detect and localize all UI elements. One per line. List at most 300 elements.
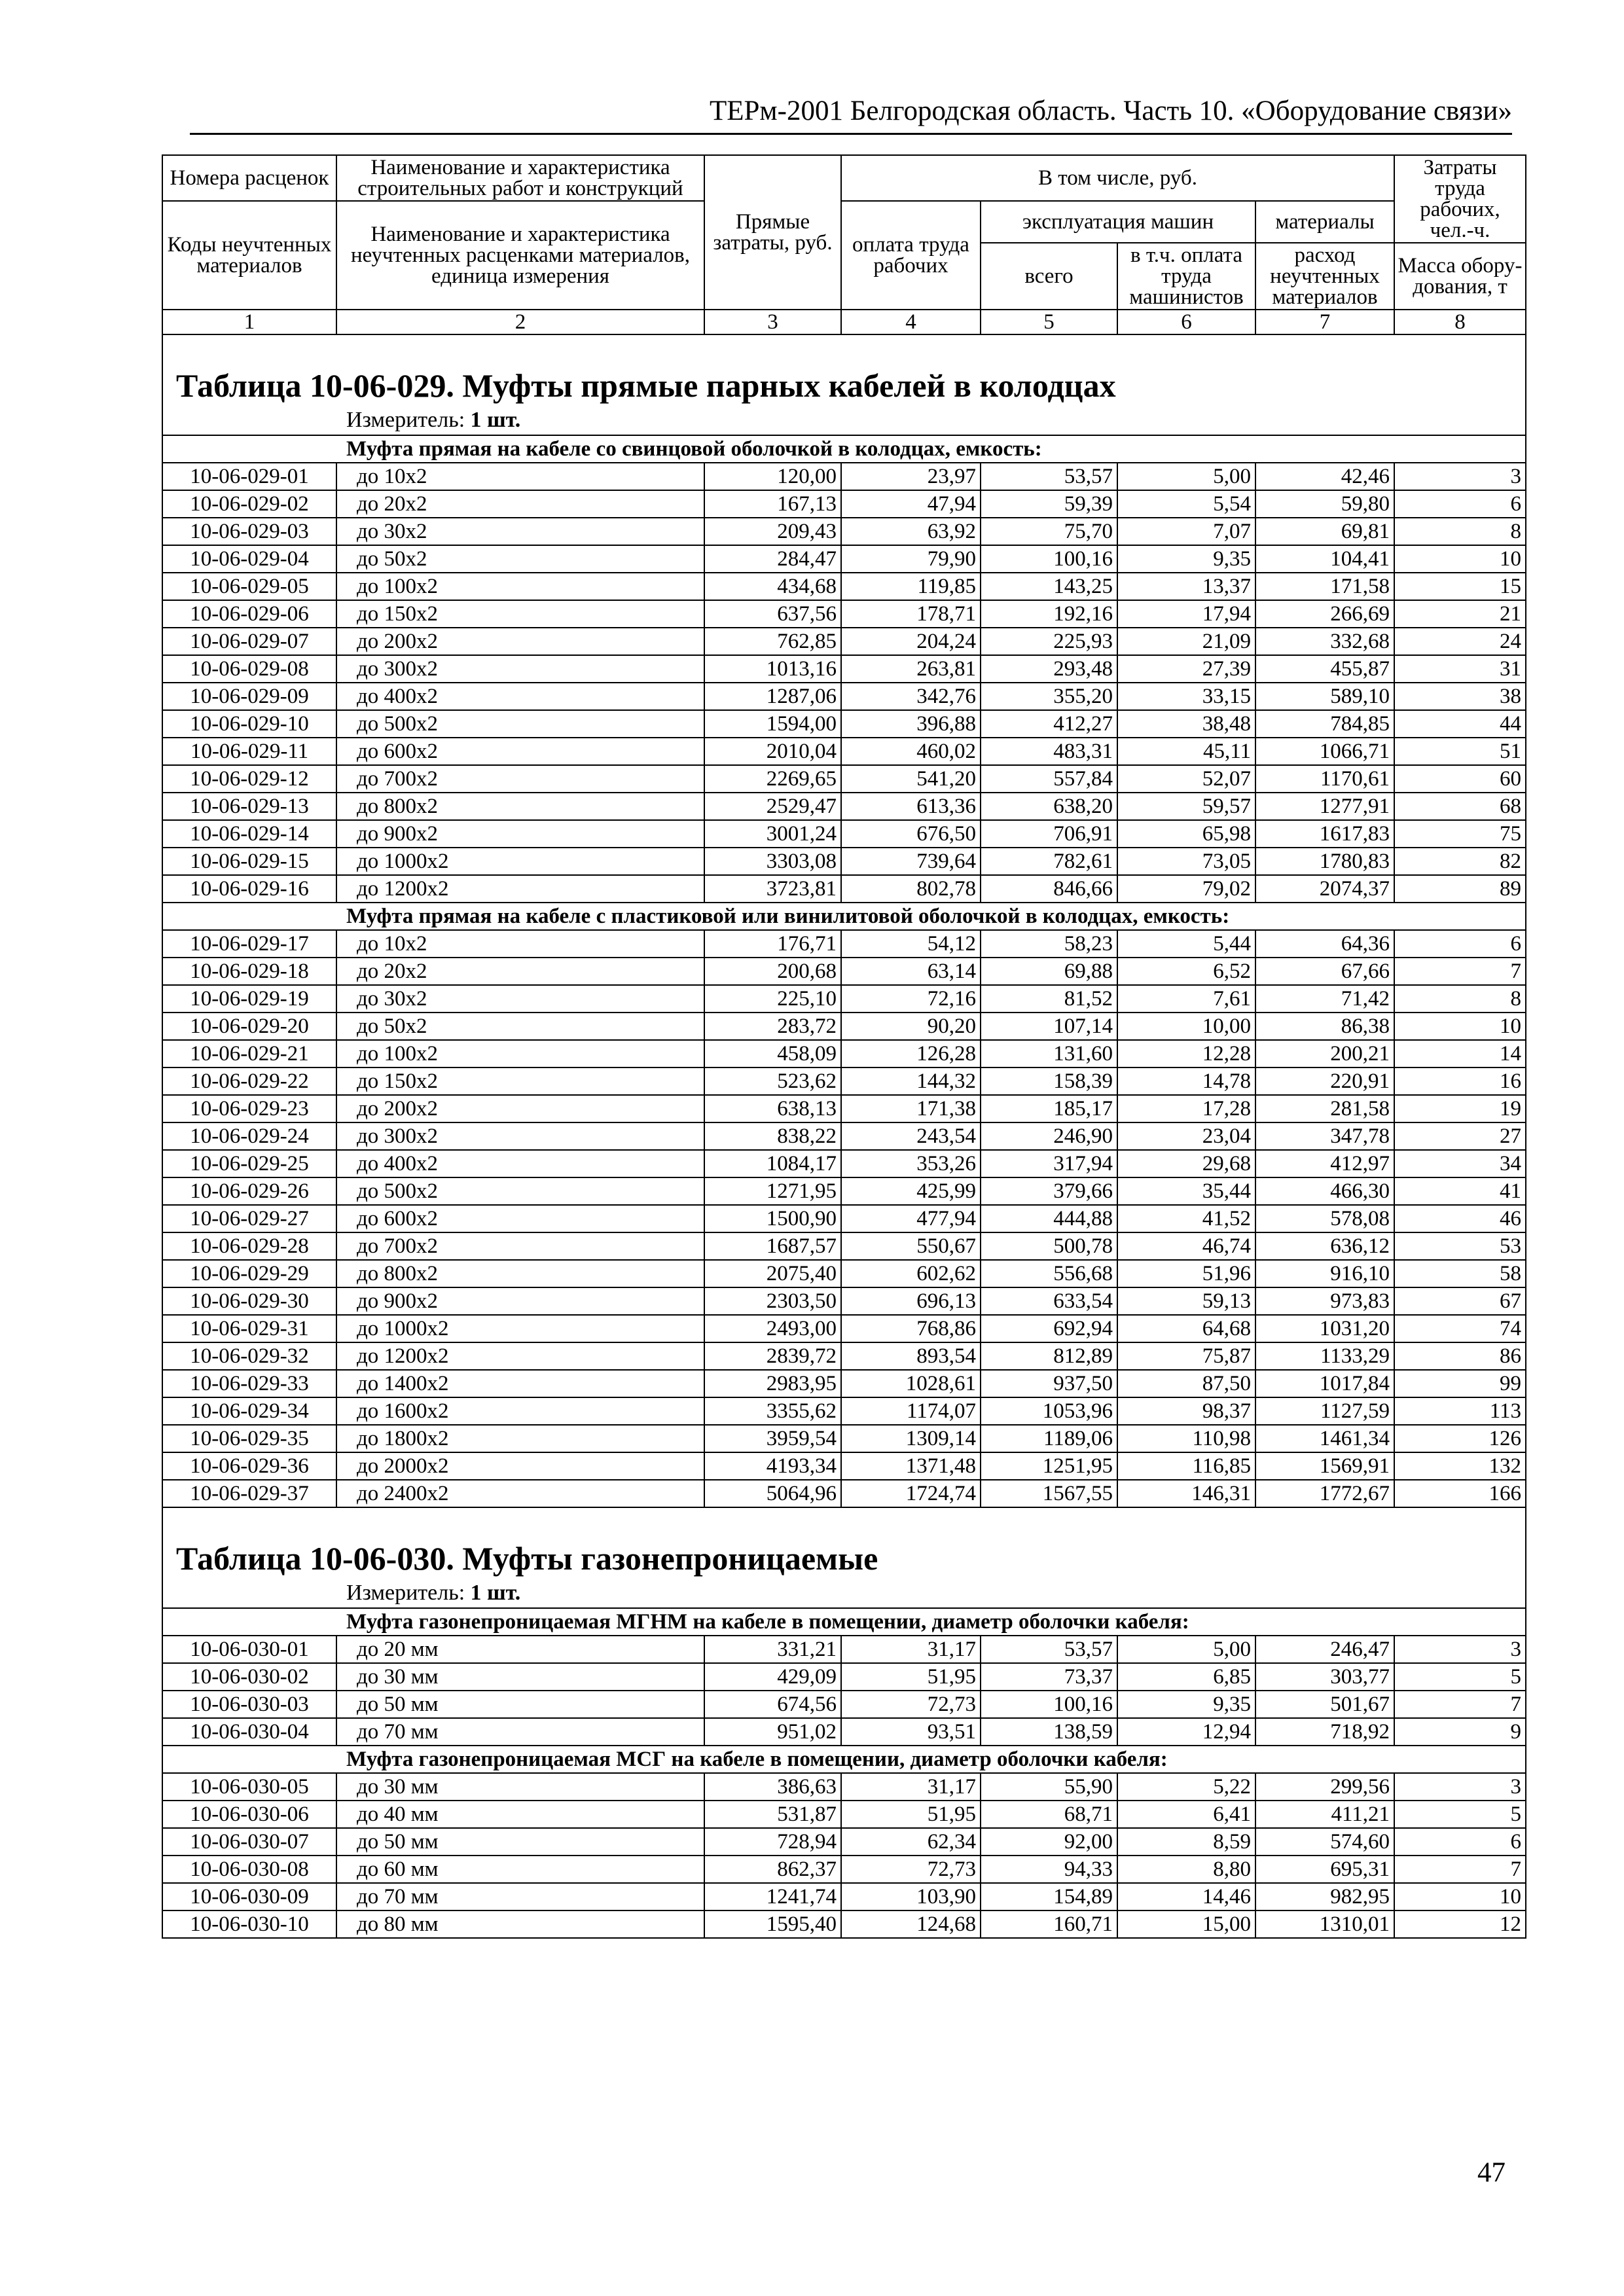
machines-total-cell: 53,57	[981, 463, 1117, 490]
direct-costs-cell: 2010,04	[704, 738, 841, 765]
col-header-machines-total: всего	[981, 243, 1117, 310]
col-number: 8	[1394, 310, 1526, 334]
machinist-pay-cell: 46,74	[1117, 1232, 1255, 1260]
machines-total-cell: 158,39	[981, 1067, 1117, 1095]
rate-code-cell: 10-06-029-23	[162, 1095, 336, 1122]
direct-costs-cell: 167,13	[704, 490, 841, 518]
machinist-pay-cell: 51,96	[1117, 1260, 1255, 1287]
table-row	[162, 1828, 1526, 1856]
direct-costs-cell: 728,94	[704, 1828, 841, 1856]
direct-costs-cell: 1595,40	[704, 1910, 841, 1938]
table-title-row	[162, 1507, 1526, 1579]
rate-code-cell: 10-06-029-34	[162, 1397, 336, 1425]
labor-hours-cell: 6	[1394, 490, 1526, 518]
labor-hours-cell: 10	[1394, 545, 1526, 573]
col-header-work-name: Наименование и характеристика строительных работ и конструкций	[336, 155, 704, 201]
materials-cell: 636,12	[1255, 1232, 1394, 1260]
direct-costs-cell: 862,37	[704, 1856, 841, 1883]
direct-costs-cell: 120,00	[704, 463, 841, 490]
materials-cell: 1277,91	[1255, 793, 1394, 820]
worker-pay-cell: 93,51	[841, 1718, 981, 1746]
group-title: Муфта газонепроницаемая МСГ на кабеле в помещении, диаметр оболочки кабеля:	[162, 1746, 1526, 1773]
rate-code-cell: 10-06-029-03	[162, 518, 336, 545]
machines-total-cell: 483,31	[981, 738, 1117, 765]
materials-cell: 455,87	[1255, 655, 1394, 683]
work-description-cell: до 50 мм	[336, 1691, 704, 1718]
materials-cell: 281,58	[1255, 1095, 1394, 1122]
machines-total-cell: 75,70	[981, 518, 1117, 545]
direct-costs-cell: 674,56	[704, 1691, 841, 1718]
work-description-cell: до 1400х2	[336, 1370, 704, 1397]
machines-total-cell: 557,84	[981, 765, 1117, 793]
machinist-pay-cell: 12,94	[1117, 1718, 1255, 1746]
materials-cell: 1170,61	[1255, 765, 1394, 793]
machinist-pay-cell: 8,59	[1117, 1828, 1255, 1856]
direct-costs-cell: 386,63	[704, 1773, 841, 1801]
labor-hours-cell: 166	[1394, 1480, 1526, 1507]
machines-total-cell: 68,71	[981, 1801, 1117, 1828]
labor-hours-cell: 21	[1394, 600, 1526, 628]
worker-pay-cell: 243,54	[841, 1122, 981, 1150]
work-description-cell: до 1000х2	[336, 848, 704, 875]
machines-total-cell: 131,60	[981, 1040, 1117, 1067]
machines-total-cell: 92,00	[981, 1828, 1117, 1856]
direct-costs-cell: 1084,17	[704, 1150, 841, 1177]
worker-pay-cell: 1724,74	[841, 1480, 981, 1507]
machines-total-cell: 692,94	[981, 1315, 1117, 1342]
worker-pay-cell: 72,16	[841, 985, 981, 1013]
worker-pay-cell: 1028,61	[841, 1370, 981, 1397]
materials-cell: 1772,67	[1255, 1480, 1394, 1507]
work-description-cell: до 400х2	[336, 683, 704, 710]
labor-hours-cell: 41	[1394, 1177, 1526, 1205]
labor-hours-cell: 7	[1394, 1691, 1526, 1718]
work-description-cell: до 800х2	[336, 793, 704, 820]
labor-hours-cell: 34	[1394, 1150, 1526, 1177]
labor-hours-cell: 53	[1394, 1232, 1526, 1260]
work-description-cell: до 300х2	[336, 1122, 704, 1150]
worker-pay-cell: 602,62	[841, 1260, 981, 1287]
work-description-cell: до 20х2	[336, 958, 704, 985]
measure-row	[162, 406, 1526, 435]
materials-cell: 982,95	[1255, 1883, 1394, 1910]
direct-costs-cell: 2493,00	[704, 1315, 841, 1342]
work-description-cell: до 80 мм	[336, 1910, 704, 1938]
direct-costs-cell: 3355,62	[704, 1397, 841, 1425]
table-row	[162, 1095, 1526, 1122]
group-title: Муфта прямая на кабеле с пластиковой или винилитовой оболочкой в колодцах, емкость:	[162, 903, 1526, 930]
machines-total-cell: 293,48	[981, 655, 1117, 683]
labor-hours-cell: 3	[1394, 1773, 1526, 1801]
labor-hours-cell: 24	[1394, 628, 1526, 655]
table-row	[162, 765, 1526, 793]
materials-cell: 200,21	[1255, 1040, 1394, 1067]
machinist-pay-cell: 14,78	[1117, 1067, 1255, 1095]
col-number: 2	[336, 310, 704, 334]
labor-hours-cell: 15	[1394, 573, 1526, 600]
table-title-row	[162, 334, 1526, 406]
direct-costs-cell: 638,13	[704, 1095, 841, 1122]
machines-total-cell: 846,66	[981, 875, 1117, 903]
rate-code-cell: 10-06-030-08	[162, 1856, 336, 1883]
machinist-pay-cell: 5,00	[1117, 1636, 1255, 1663]
col-number: 3	[704, 310, 841, 334]
work-description-cell: до 100х2	[336, 573, 704, 600]
worker-pay-cell: 144,32	[841, 1067, 981, 1095]
worker-pay-cell: 31,17	[841, 1773, 981, 1801]
labor-hours-cell: 12	[1394, 1910, 1526, 1938]
table-row	[162, 1260, 1526, 1287]
rate-code-cell: 10-06-029-24	[162, 1122, 336, 1150]
machinist-pay-cell: 38,48	[1117, 710, 1255, 738]
worker-pay-cell: 676,50	[841, 820, 981, 848]
direct-costs-cell: 2529,47	[704, 793, 841, 820]
direct-costs-cell: 429,09	[704, 1663, 841, 1691]
materials-cell: 411,21	[1255, 1801, 1394, 1828]
work-description-cell: до 30х2	[336, 518, 704, 545]
labor-hours-cell: 89	[1394, 875, 1526, 903]
materials-cell: 246,47	[1255, 1636, 1394, 1663]
group-row	[162, 1746, 1526, 1773]
table-row	[162, 1801, 1526, 1828]
work-description-cell: до 600х2	[336, 1205, 704, 1232]
work-description-cell: до 300х2	[336, 655, 704, 683]
materials-cell: 1780,83	[1255, 848, 1394, 875]
rate-code-cell: 10-06-029-29	[162, 1260, 336, 1287]
measure-value: 1 шт.	[470, 408, 521, 432]
labor-hours-cell: 67	[1394, 1287, 1526, 1315]
materials-cell: 695,31	[1255, 1856, 1394, 1883]
machinist-pay-cell: 6,52	[1117, 958, 1255, 985]
work-description-cell: до 150х2	[336, 600, 704, 628]
rate-code-cell: 10-06-029-14	[162, 820, 336, 848]
labor-hours-cell: 19	[1394, 1095, 1526, 1122]
machinist-pay-cell: 9,35	[1117, 545, 1255, 573]
machinist-pay-cell: 52,07	[1117, 765, 1255, 793]
worker-pay-cell: 425,99	[841, 1177, 981, 1205]
machinist-pay-cell: 17,94	[1117, 600, 1255, 628]
work-description-cell: до 2000х2	[336, 1452, 704, 1480]
work-description-cell: до 60 мм	[336, 1856, 704, 1883]
rate-code-cell: 10-06-029-19	[162, 985, 336, 1013]
machines-total-cell: 412,27	[981, 710, 1117, 738]
machines-total-cell: 225,93	[981, 628, 1117, 655]
materials-cell: 59,80	[1255, 490, 1394, 518]
work-description-cell: до 700х2	[336, 765, 704, 793]
rate-code-cell: 10-06-029-36	[162, 1452, 336, 1480]
machines-total-cell: 94,33	[981, 1856, 1117, 1883]
rate-code-cell: 10-06-029-37	[162, 1480, 336, 1507]
work-description-cell: до 1800х2	[336, 1425, 704, 1452]
worker-pay-cell: 119,85	[841, 573, 981, 600]
worker-pay-cell: 126,28	[841, 1040, 981, 1067]
rate-code-cell: 10-06-029-15	[162, 848, 336, 875]
table-row	[162, 545, 1526, 573]
direct-costs-cell: 3723,81	[704, 875, 841, 903]
rate-code-cell: 10-06-029-02	[162, 490, 336, 518]
machinist-pay-cell: 6,85	[1117, 1663, 1255, 1691]
col-header-worker-pay: оплата труда рабочих	[841, 201, 981, 310]
worker-pay-cell: 51,95	[841, 1663, 981, 1691]
group-row	[162, 435, 1526, 463]
direct-costs-cell: 2269,65	[704, 765, 841, 793]
worker-pay-cell: 47,94	[841, 490, 981, 518]
direct-costs-cell: 951,02	[704, 1718, 841, 1746]
table-row	[162, 1856, 1526, 1883]
worker-pay-cell: 342,76	[841, 683, 981, 710]
machinist-pay-cell: 45,11	[1117, 738, 1255, 765]
direct-costs-cell: 1287,06	[704, 683, 841, 710]
worker-pay-cell: 72,73	[841, 1856, 981, 1883]
labor-hours-cell: 51	[1394, 738, 1526, 765]
col-number: 4	[841, 310, 981, 334]
col-header-labor-costs: Затраты труда рабочих, чел.-ч.	[1394, 155, 1526, 243]
measure-row	[162, 1579, 1526, 1608]
rate-code-cell: 10-06-029-11	[162, 738, 336, 765]
table-row	[162, 628, 1526, 655]
machinist-pay-cell: 7,07	[1117, 518, 1255, 545]
materials-cell: 67,66	[1255, 958, 1394, 985]
materials-cell: 784,85	[1255, 710, 1394, 738]
direct-costs-cell: 331,21	[704, 1636, 841, 1663]
labor-hours-cell: 3	[1394, 1636, 1526, 1663]
direct-costs-cell: 1271,95	[704, 1177, 841, 1205]
worker-pay-cell: 893,54	[841, 1342, 981, 1370]
table-row	[162, 1910, 1526, 1938]
labor-hours-cell: 9	[1394, 1718, 1526, 1746]
work-description-cell: до 150х2	[336, 1067, 704, 1095]
work-description-cell: до 400х2	[336, 1150, 704, 1177]
group-title: Муфта прямая на кабеле со свинцовой оболочкой в колодцах, емкость:	[162, 435, 1526, 463]
worker-pay-cell: 1309,14	[841, 1425, 981, 1452]
machinist-pay-cell: 8,80	[1117, 1856, 1255, 1883]
labor-hours-cell: 8	[1394, 985, 1526, 1013]
rate-code-cell: 10-06-029-25	[162, 1150, 336, 1177]
table-row	[162, 518, 1526, 545]
col-header-including: В том числе, руб.	[841, 155, 1394, 201]
materials-cell: 299,56	[1255, 1773, 1394, 1801]
rate-code-cell: 10-06-029-26	[162, 1177, 336, 1205]
rate-code-cell: 10-06-030-09	[162, 1883, 336, 1910]
machinist-pay-cell: 87,50	[1117, 1370, 1255, 1397]
materials-cell: 973,83	[1255, 1287, 1394, 1315]
rate-code-cell: 10-06-029-20	[162, 1013, 336, 1040]
direct-costs-cell: 200,68	[704, 958, 841, 985]
materials-cell: 718,92	[1255, 1718, 1394, 1746]
worker-pay-cell: 54,12	[841, 930, 981, 958]
materials-cell: 42,46	[1255, 463, 1394, 490]
labor-hours-cell: 14	[1394, 1040, 1526, 1067]
direct-costs-cell: 838,22	[704, 1122, 841, 1150]
machines-total-cell: 138,59	[981, 1718, 1117, 1746]
table-row	[162, 1691, 1526, 1718]
materials-cell: 303,77	[1255, 1663, 1394, 1691]
rate-code-cell: 10-06-029-09	[162, 683, 336, 710]
machinist-pay-cell: 79,02	[1117, 875, 1255, 903]
rate-code-cell: 10-06-030-03	[162, 1691, 336, 1718]
table-row	[162, 490, 1526, 518]
table-row	[162, 1013, 1526, 1040]
direct-costs-cell: 3303,08	[704, 848, 841, 875]
col-header-equipment-mass: Масса обору-дования, т	[1394, 243, 1526, 310]
work-description-cell: до 200х2	[336, 1095, 704, 1122]
labor-hours-cell: 27	[1394, 1122, 1526, 1150]
worker-pay-cell: 477,94	[841, 1205, 981, 1232]
rate-code-cell: 10-06-029-05	[162, 573, 336, 600]
direct-costs-cell: 176,71	[704, 930, 841, 958]
col-number: 7	[1255, 310, 1394, 334]
rate-code-cell: 10-06-029-30	[162, 1287, 336, 1315]
labor-hours-cell: 44	[1394, 710, 1526, 738]
machines-total-cell: 73,37	[981, 1663, 1117, 1691]
table-row	[162, 820, 1526, 848]
machines-total-cell: 100,16	[981, 545, 1117, 573]
materials-cell: 104,41	[1255, 545, 1394, 573]
rate-code-cell: 10-06-029-22	[162, 1067, 336, 1095]
worker-pay-cell: 51,95	[841, 1801, 981, 1828]
machinist-pay-cell: 73,05	[1117, 848, 1255, 875]
worker-pay-cell: 103,90	[841, 1883, 981, 1910]
direct-costs-cell: 3001,24	[704, 820, 841, 848]
work-description-cell: до 1200х2	[336, 1342, 704, 1370]
worker-pay-cell: 72,73	[841, 1691, 981, 1718]
table-row	[162, 1122, 1526, 1150]
work-description-cell: до 10х2	[336, 930, 704, 958]
table-row	[162, 1232, 1526, 1260]
worker-pay-cell: 396,88	[841, 710, 981, 738]
rate-code-cell: 10-06-029-33	[162, 1370, 336, 1397]
direct-costs-cell: 2983,95	[704, 1370, 841, 1397]
rate-code-cell: 10-06-029-18	[162, 958, 336, 985]
machines-total-cell: 154,89	[981, 1883, 1117, 1910]
machinist-pay-cell: 59,57	[1117, 793, 1255, 820]
labor-hours-cell: 75	[1394, 820, 1526, 848]
table-row	[162, 1663, 1526, 1691]
direct-costs-cell: 1594,00	[704, 710, 841, 738]
machinist-pay-cell: 17,28	[1117, 1095, 1255, 1122]
machinist-pay-cell: 59,13	[1117, 1287, 1255, 1315]
page-number: 47	[1477, 2157, 1506, 2188]
direct-costs-cell: 637,56	[704, 600, 841, 628]
table-row	[162, 1718, 1526, 1746]
labor-hours-cell: 113	[1394, 1397, 1526, 1425]
materials-cell: 501,67	[1255, 1691, 1394, 1718]
col-number: 1	[162, 310, 336, 334]
direct-costs-cell: 5064,96	[704, 1480, 841, 1507]
direct-costs-cell: 283,72	[704, 1013, 841, 1040]
measure-value: 1 шт.	[470, 1581, 521, 1605]
column-number-row	[162, 310, 1526, 334]
rate-code-cell: 10-06-030-04	[162, 1718, 336, 1746]
table-row	[162, 1773, 1526, 1801]
work-description-cell: до 1200х2	[336, 875, 704, 903]
header-rule	[190, 133, 1512, 135]
materials-cell: 1017,84	[1255, 1370, 1394, 1397]
table-title: Таблица 10-06-029. Муфты прямые парных кабелей в колодцах	[176, 367, 1116, 404]
rate-code-cell: 10-06-029-17	[162, 930, 336, 958]
work-description-cell: до 900х2	[336, 820, 704, 848]
labor-hours-cell: 3	[1394, 463, 1526, 490]
machinist-pay-cell: 116,85	[1117, 1452, 1255, 1480]
machines-total-cell: 1567,55	[981, 1480, 1117, 1507]
machinist-pay-cell: 33,15	[1117, 683, 1255, 710]
machinist-pay-cell: 14,46	[1117, 1883, 1255, 1910]
rate-code-cell: 10-06-029-08	[162, 655, 336, 683]
table-row	[162, 683, 1526, 710]
work-description-cell: до 10х2	[336, 463, 704, 490]
machines-total-cell: 55,90	[981, 1773, 1117, 1801]
rate-code-cell: 10-06-029-28	[162, 1232, 336, 1260]
labor-hours-cell: 132	[1394, 1452, 1526, 1480]
rate-code-cell: 10-06-030-01	[162, 1636, 336, 1663]
labor-hours-cell: 82	[1394, 848, 1526, 875]
worker-pay-cell: 353,26	[841, 1150, 981, 1177]
table-row	[162, 1452, 1526, 1480]
labor-hours-cell: 99	[1394, 1370, 1526, 1397]
materials-cell: 220,91	[1255, 1067, 1394, 1095]
table-title: Таблица 10-06-030. Муфты газонепроницаемые	[176, 1540, 878, 1577]
table-row	[162, 710, 1526, 738]
machinist-pay-cell: 12,28	[1117, 1040, 1255, 1067]
materials-cell: 2074,37	[1255, 875, 1394, 903]
direct-costs-cell: 531,87	[704, 1801, 841, 1828]
machines-total-cell: 782,61	[981, 848, 1117, 875]
machines-total-cell: 1189,06	[981, 1425, 1117, 1452]
table-row	[162, 875, 1526, 903]
col-number: 6	[1117, 310, 1255, 334]
machines-total-cell: 59,39	[981, 490, 1117, 518]
table-row	[162, 985, 1526, 1013]
table-row	[162, 573, 1526, 600]
direct-costs-cell: 523,62	[704, 1067, 841, 1095]
labor-hours-cell: 16	[1394, 1067, 1526, 1095]
machinist-pay-cell: 29,68	[1117, 1150, 1255, 1177]
machines-total-cell: 69,88	[981, 958, 1117, 985]
worker-pay-cell: 613,36	[841, 793, 981, 820]
rate-code-cell: 10-06-029-16	[162, 875, 336, 903]
labor-hours-cell: 5	[1394, 1663, 1526, 1691]
rate-code-cell: 10-06-030-05	[162, 1773, 336, 1801]
table-row	[162, 1067, 1526, 1095]
materials-cell: 171,58	[1255, 573, 1394, 600]
table-row	[162, 1040, 1526, 1067]
rate-code-cell: 10-06-029-12	[162, 765, 336, 793]
materials-cell: 466,30	[1255, 1177, 1394, 1205]
worker-pay-cell: 31,17	[841, 1636, 981, 1663]
machines-total-cell: 160,71	[981, 1910, 1117, 1938]
worker-pay-cell: 1174,07	[841, 1397, 981, 1425]
materials-cell: 1133,29	[1255, 1342, 1394, 1370]
work-description-cell: до 600х2	[336, 738, 704, 765]
work-description-cell: до 20х2	[336, 490, 704, 518]
work-description-cell: до 40 мм	[336, 1801, 704, 1828]
machinist-pay-cell: 65,98	[1117, 820, 1255, 848]
materials-cell: 69,81	[1255, 518, 1394, 545]
machines-total-cell: 246,90	[981, 1122, 1117, 1150]
worker-pay-cell: 696,13	[841, 1287, 981, 1315]
materials-cell: 916,10	[1255, 1260, 1394, 1287]
machinist-pay-cell: 98,37	[1117, 1397, 1255, 1425]
rate-code-cell: 10-06-029-04	[162, 545, 336, 573]
col-header-machines: эксплуатация машин	[981, 201, 1255, 243]
machinist-pay-cell: 5,44	[1117, 930, 1255, 958]
work-description-cell: до 70 мм	[336, 1718, 704, 1746]
work-description-cell: до 200х2	[336, 628, 704, 655]
worker-pay-cell: 90,20	[841, 1013, 981, 1040]
table-row	[162, 1315, 1526, 1342]
rate-code-cell: 10-06-030-06	[162, 1801, 336, 1828]
labor-hours-cell: 46	[1394, 1205, 1526, 1232]
